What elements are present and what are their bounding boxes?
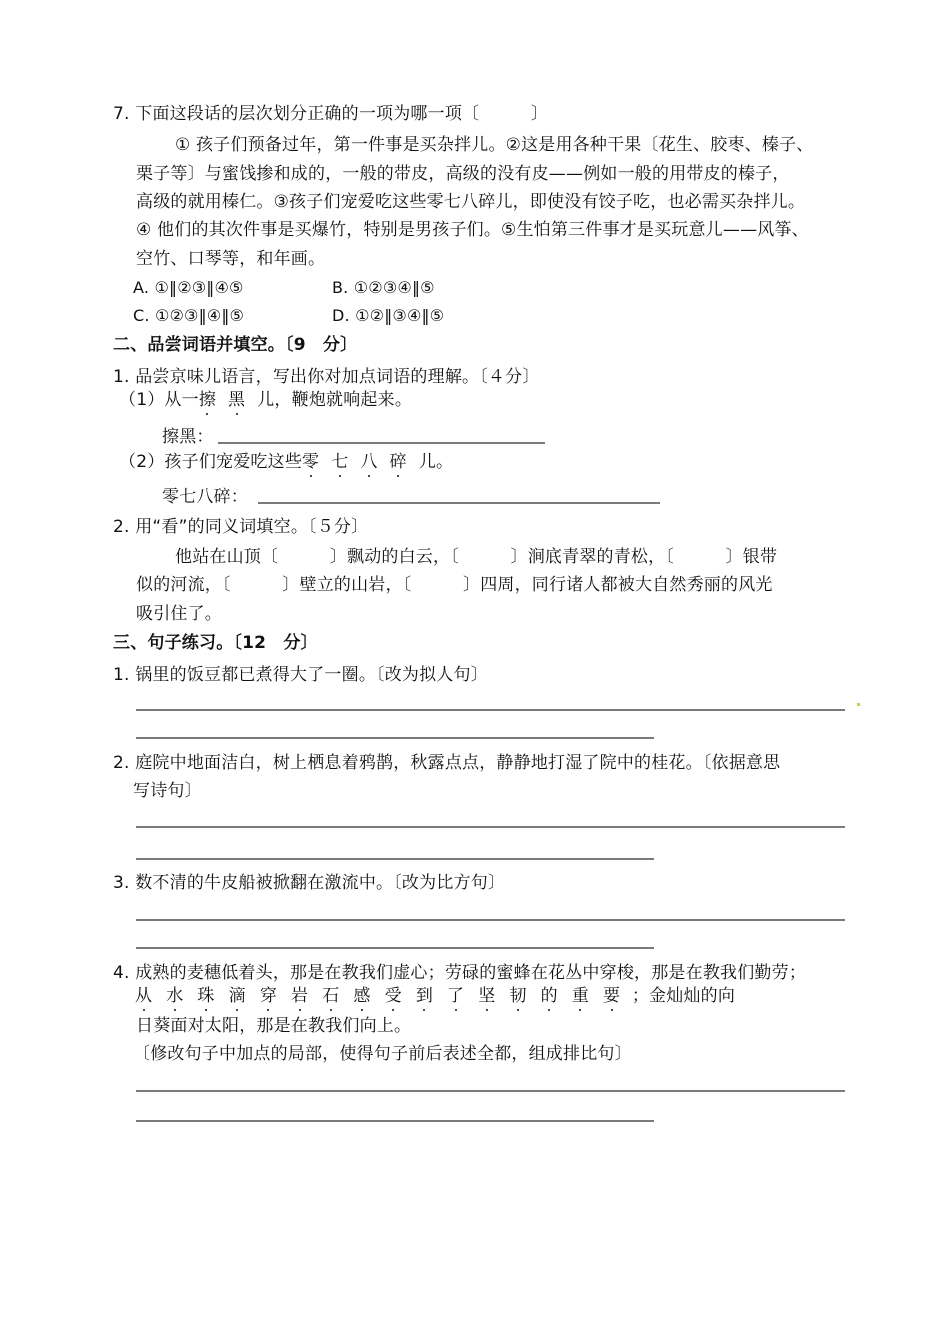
q7-passage-line-1: ① 孩子们预备过年，第一件事是买杂拌儿。②这是用各种干果〔花生、胶枣、榛子、 — [175, 135, 814, 155]
s3-q2-prompt-line-2: 写诗句〕 — [133, 781, 202, 801]
dotted-char: 感 — [353, 986, 371, 1006]
section3-heading: 三、句子练习。〔12 分〕 — [113, 633, 318, 653]
s3-q3-prompt: 3. 数不清的牛皮船被掀翻在激流中。〔改为比方句〕 — [113, 873, 506, 893]
s3-q2-answer-line-2[interactable] — [136, 858, 654, 860]
q7-prompt: 7. 下面这段话的层次划分正确的一项为哪一项〔 〕 — [113, 104, 549, 124]
sub2-label: （2） — [119, 452, 165, 472]
option-d-text: ①②‖③④‖⑤ — [355, 306, 445, 325]
s2-q2-line-2: 似的河流，〔 〕壁立的山岩，〔 〕四周，同行诸人都被大自然秀丽的风光 — [136, 575, 773, 595]
dotted-char: 坚 — [478, 986, 496, 1006]
option-d — [332, 305, 444, 327]
dotted-char: 到 — [415, 986, 434, 1006]
dotted-char: 石 — [322, 986, 340, 1006]
sub1-before: 从一 — [164, 390, 199, 410]
option-c-label: C. — [133, 306, 150, 325]
option-b-label: B. — [332, 278, 349, 297]
sub2-after: 儿。 — [418, 452, 454, 472]
sub1-label: （1） — [119, 390, 165, 410]
s3-q1-answer-line-1[interactable] — [136, 709, 845, 711]
s3-q4-line-2 — [135, 985, 735, 1007]
s3-q4-answer-line-1[interactable] — [136, 1090, 845, 1092]
s2-q2-line-1: 他站在山顶〔 〕飘动的白云，〔 〕涧底青翠的青松，〔 〕银带 — [175, 547, 778, 567]
s3-q4-answer-line-2[interactable] — [136, 1120, 654, 1122]
q7-passage-line-4: ④ 他们的其次件事是买爆竹，特别是男孩子们。⑤生怕第三件事才是买玩意儿——风筝、 — [136, 220, 809, 240]
dotted-char: 八 — [360, 452, 378, 472]
option-b — [332, 277, 435, 299]
sub2-before: 孩子们宠爱吃这些 — [164, 452, 303, 472]
sub2-answer-label: 零七八碎： — [162, 487, 248, 507]
s3-q2-prompt-line-1: 2. 庭院中地面洁白，树上栖息着鸦鹊，秋露点点，静静地打湿了院中的桂花。〔依据意思 — [113, 753, 781, 773]
dotted-char: 七 — [331, 452, 349, 472]
dotted-char: 碎 — [389, 452, 407, 472]
s2-q2-line-3: 吸引住了。 — [136, 604, 222, 624]
s2-q1-sub1 — [119, 389, 412, 411]
dotted-char: 从 — [135, 986, 153, 1006]
dotted-char: 的 — [540, 986, 558, 1006]
dotted-char: 珠 — [197, 986, 215, 1006]
dotted-char: 水 — [166, 986, 184, 1006]
dotted-char: 擦 — [198, 390, 217, 410]
option-b-text: ①②③④‖⑤ — [353, 278, 435, 297]
dotted-char: 零 — [302, 452, 320, 472]
stray-mark — [857, 703, 860, 706]
q7-passage-line-3: 高级的就用榛仁。③孩子们宠爱吃这些零七八碎儿，即使没有饺子吃，也必需买杂拌儿。 — [136, 192, 806, 212]
sub2-answer-line[interactable] — [258, 502, 660, 504]
s2-q1-sub2 — [119, 451, 453, 473]
dotted-char: 穿 — [259, 986, 278, 1006]
s3-q4-instruction: 〔修改句子中加点的局部，使得句子前后表述全都，组成排比句〕 — [133, 1044, 632, 1064]
s3-q1-answer-line-2[interactable] — [136, 737, 654, 739]
s2-q2-prompt: 2. 用“看”的同义词填空。〔５分〕 — [113, 517, 369, 537]
s3-q1-prompt: 1. 锅里的饭豆都已煮得大了一圈。〔改为拟人句〕 — [113, 665, 488, 685]
dotted-char: 滴 — [228, 986, 246, 1006]
q7-passage-line-5: 空竹、口琴等，和年画。 — [136, 249, 326, 269]
s3-q2-answer-line-1[interactable] — [136, 826, 845, 828]
option-c-text: ①②③‖④‖⑤ — [154, 306, 245, 325]
s3-q3-answer-line-2[interactable] — [136, 947, 654, 949]
dotted-char: 要 — [603, 986, 621, 1006]
option-d-label: D. — [332, 306, 350, 325]
dotted-char: 韧 — [509, 986, 527, 1006]
s3-q4-line-1: 4. 成熟的麦穗低着头，那是在教我们虚心；劳碌的蜜蜂在花丛中穿梭，那是在教我们勤劳； — [113, 963, 807, 983]
sub1-answer-label: 擦黑： — [162, 427, 214, 447]
option-a-text: ①‖②③‖④⑤ — [154, 278, 244, 297]
q7-passage-line-2: 栗子等〕与蜜饯掺和成的，一般的带皮，高级的没有皮——例如一般的用带皮的榛子， — [136, 164, 790, 184]
option-c — [133, 305, 244, 327]
s3-q4-line-2-tail: ；金灿灿的向 — [631, 986, 736, 1006]
dotted-char: 重 — [571, 986, 590, 1006]
dotted-char: 岩 — [291, 986, 309, 1006]
sub1-after: 儿，鞭炮就响起来。 — [257, 390, 413, 410]
option-a — [133, 277, 244, 299]
dotted-char: 受 — [384, 986, 402, 1006]
sub1-answer-line[interactable] — [218, 442, 545, 444]
dotted-char: 了 — [447, 986, 465, 1006]
dotted-char: 黑 — [228, 390, 246, 410]
s3-q4-line-3: 日葵面对太阳，那是在教我们向上。 — [136, 1016, 412, 1036]
option-a-label: A. — [133, 278, 150, 297]
s3-q3-answer-line-1[interactable] — [136, 919, 845, 921]
section2-heading: 二、品尝词语并填空。〔9 分〕 — [113, 335, 358, 355]
s2-q1-prompt: 1. 品尝京味儿语言，写出你对加点词语的理解。〔４分〕 — [113, 367, 540, 387]
